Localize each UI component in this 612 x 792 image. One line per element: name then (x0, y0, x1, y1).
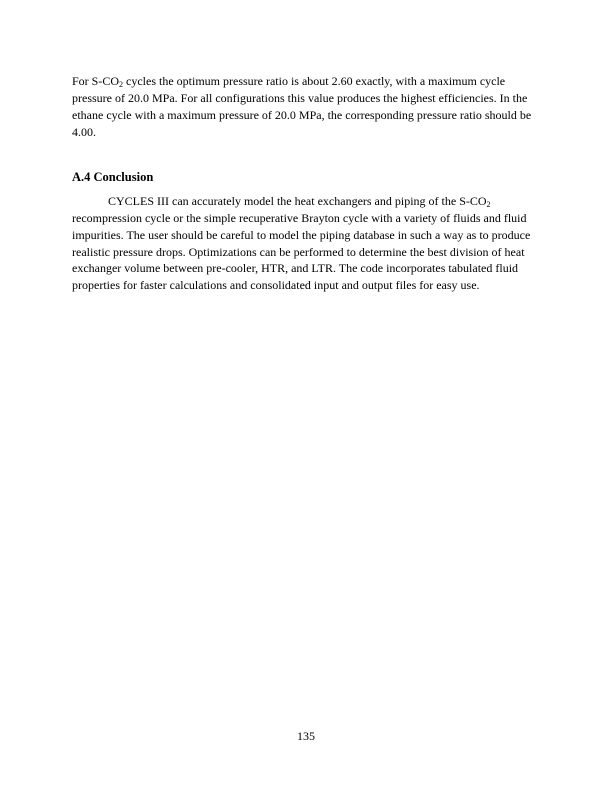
text: cycles the optimum pressure ratio is about 2.60 exactly, with a maximum cycle (123, 74, 506, 88)
paragraph-line: 4.00. (72, 125, 96, 139)
paragraph-line: properties for faster calculations and consolidated input and output files for easy use. (72, 278, 480, 292)
page-number: 135 (297, 729, 315, 743)
paragraph-line (72, 74, 505, 92)
paragraph-line: realistic pressure drops. Optimizations can be performed to determine the best division of heat (72, 245, 525, 259)
paragraph-line (108, 194, 491, 212)
paragraph-line: exchanger volume between pre-cooler, HTR, and LTR. The code incorporates tabulated fluid (72, 261, 519, 275)
text: For S-CO (72, 74, 120, 88)
subscript: 2 (119, 80, 124, 89)
text: CYCLES III can accurately model the heat exchangers and piping of the S-CO (108, 194, 487, 208)
subscript: 2 (486, 200, 491, 209)
paragraph-line: impurities. The user should be careful to model the piping database in such a way as to produce (72, 228, 531, 242)
paragraph-line: pressure of 20.0 MPa. For all configurations this value produces the highest efficiencies. In the (72, 91, 528, 105)
paragraph-line: ethane cycle with a maximum pressure of 20.0 MPa, the corresponding pressure ratio should be (72, 108, 532, 122)
paragraph-line: recompression cycle or the simple recuperative Brayton cycle with a variety of fluids and fluid (72, 211, 527, 225)
section-heading: A.4 Conclusion (72, 170, 154, 184)
